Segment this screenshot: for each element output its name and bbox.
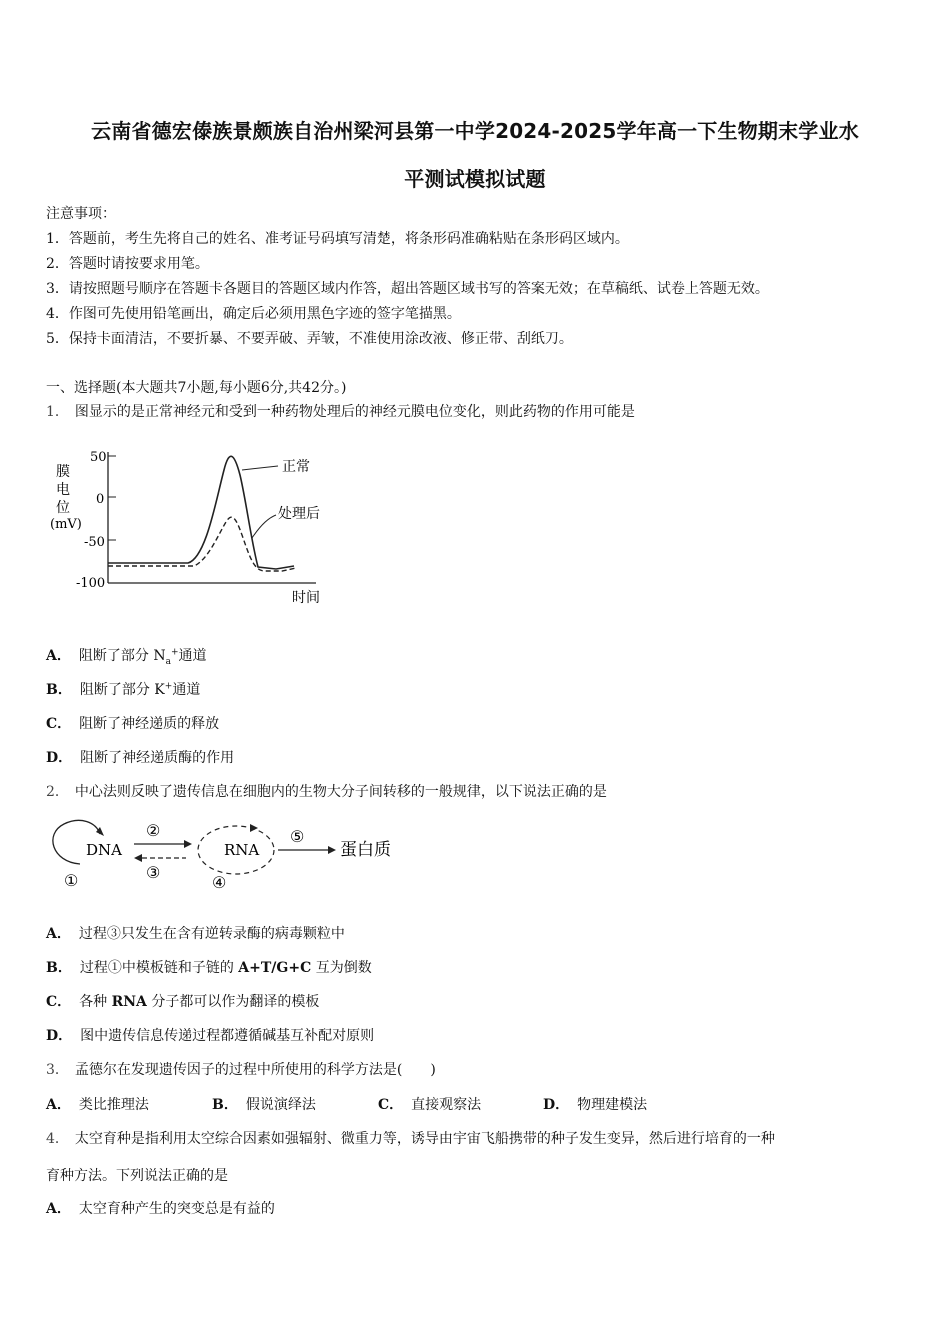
notice-heading: 注意事项：: [46, 206, 116, 222]
membrane-potential-graph: [46, 440, 346, 610]
notice-item-1: 1．答题前，考生先将自己的姓名、准考证号码填写清楚，将条形码准确粘贴在条形码区域内。: [46, 231, 629, 247]
question-number: 3．: [46, 1062, 69, 1078]
option-text-end: 通道: [172, 682, 201, 698]
option-subscript: a: [165, 656, 171, 667]
option-superscript: +: [170, 647, 179, 658]
graph-tick-minus-100: -100: [76, 576, 106, 591]
notice-item-3: 3．请按照题号顺序在答题卡各题目的答题区域内作答，超出答题区域书写的答案无效；在草稿纸、试卷上答题无效。: [46, 281, 769, 297]
option-label: B．: [212, 1097, 238, 1113]
question-1-option-c[interactable]: [46, 713, 219, 733]
option-label: D．: [46, 1028, 73, 1044]
option-text: 阻断了部分 N: [78, 648, 166, 664]
option-text: 直接观察法: [411, 1097, 482, 1113]
question-2-stem: [46, 781, 607, 801]
option-text: 太空育种产生的突变总是有益的: [78, 1201, 275, 1217]
question-4-option-a[interactable]: [46, 1198, 275, 1218]
graph-ylabel-1: 膜: [56, 464, 70, 480]
diagram-label-5: ⑤: [290, 827, 305, 846]
option-label: B．: [46, 960, 72, 976]
graph-tick-50: 50: [90, 450, 107, 465]
question-4-stem: [46, 1128, 775, 1148]
option-text: 阻断了部分 K: [79, 682, 165, 698]
question-3-option-d[interactable]: [543, 1094, 647, 1114]
option-label: D．: [543, 1097, 570, 1113]
question-3-option-b[interactable]: [212, 1094, 316, 1114]
option-text: 过程③只发生在含有逆转录酶的病毒颗粒中: [78, 926, 345, 942]
option-text-end: 通道: [178, 648, 207, 664]
diagram-label-4: ④: [212, 873, 227, 892]
diagram-protein: 蛋白质: [340, 840, 391, 860]
option-text: 图中遗传信息传递过程都遵循碱基互补配对原则: [80, 1028, 375, 1044]
option-text: 假说演绎法: [245, 1097, 316, 1113]
option-label: C．: [46, 716, 72, 732]
diagram-label-1: ①: [64, 871, 79, 890]
notice-item-5: 5．保持卡面清洁，不要折暴、不要弄破、弄皱，不准使用涂改液、修正带、刮纸刀。: [46, 331, 573, 347]
graph-ylabel-3: 位: [56, 500, 70, 516]
option-label: B．: [46, 682, 72, 698]
treated-label-leader: [252, 515, 276, 538]
question-2-option-d[interactable]: [46, 1025, 374, 1045]
option-label: C．: [378, 1097, 404, 1113]
question-1-option-b[interactable]: [46, 679, 200, 699]
option-text: 类比推理法: [78, 1097, 149, 1113]
option-text: 物理建模法: [577, 1097, 648, 1113]
question-3-stem: [46, 1059, 436, 1079]
question-3-option-a[interactable]: [46, 1094, 149, 1114]
option-label: C．: [46, 994, 72, 1010]
question-1-stem: [46, 401, 635, 421]
graph-xlabel: 时间: [292, 590, 320, 606]
normal-curve: [108, 456, 294, 569]
option-label: A．: [46, 648, 71, 664]
graph-tick-0: 0: [96, 492, 105, 507]
normal-label-leader: [242, 466, 278, 470]
question-text: 图显示的是正常神经元和受到一种药物处理后的神经元膜电位变化，则此药物的作用可能是: [74, 404, 635, 420]
legend-treated: 处理后: [278, 506, 320, 522]
graph-ylabel-4: (mV): [50, 517, 82, 532]
diagram-dna: DNA: [86, 841, 122, 859]
option-text: 过程①中模板链和子链的: [79, 960, 239, 976]
option-text: 阻断了神经递质酶的作用: [80, 750, 235, 766]
question-text: 中心法则反映了遗传信息在细胞内的生物大分子间转移的一般规律，以下说法正确的是: [74, 784, 607, 800]
question-4-stem-continued: 育种方法。下列说法正确的是: [46, 1168, 228, 1184]
diagram-rna: RNA: [224, 841, 260, 859]
option-text-end: 分子都可以作为翻译的模板: [146, 994, 320, 1010]
option-label: A．: [46, 1097, 71, 1113]
question-1-option-d[interactable]: [46, 747, 234, 767]
question-number: 4．: [46, 1131, 69, 1147]
option-formula: A+T/G+C: [238, 960, 312, 976]
graph-tick-minus-50: -50: [84, 535, 105, 550]
question-text: 孟德尔在发现遗传因子的过程中所使用的科学方法是( ): [74, 1062, 436, 1078]
legend-normal: 正常: [282, 459, 310, 475]
option-text-end: 互为倒数: [311, 960, 372, 976]
question-2-option-a[interactable]: [46, 923, 345, 943]
question-number: 2．: [46, 784, 69, 800]
option-text: 各种: [79, 994, 112, 1010]
central-dogma-diagram: [46, 814, 416, 894]
notice-item-2: 2．答题时请按要求用笔。: [46, 256, 209, 272]
reverse-transcription-arrowhead: [134, 854, 142, 862]
exam-title-line-1: 云南省德宏傣族景颇族自治州梁河县第一中学2024-2025学年高一下生物期末学业水: [91, 119, 859, 143]
option-formula: RNA: [111, 994, 147, 1010]
transcription-arrowhead: [184, 840, 192, 848]
diagram-label-3: ③: [146, 863, 161, 882]
question-number: 1．: [46, 404, 69, 420]
translation-arrowhead: [328, 846, 336, 854]
option-text: 阻断了神经递质的释放: [79, 716, 220, 732]
diagram-label-2: ②: [146, 821, 161, 840]
question-2-option-c[interactable]: [46, 991, 319, 1011]
option-superscript: +: [164, 681, 173, 692]
notice-item-4: 4．作图可先使用铅笔画出，确定后必须用黑色字迹的签字笔描黑。: [46, 306, 461, 322]
exam-title-line-2: 平测试模拟试题: [404, 167, 546, 191]
graph-ylabel-2: 电: [56, 482, 70, 498]
option-label: A．: [46, 1201, 71, 1217]
option-label: D．: [46, 750, 73, 766]
option-label: A．: [46, 926, 71, 942]
question-text: 太空育种是指利用太空综合因素如强辐射、微重力等，诱导由宇宙飞船携带的种子发生变异，然后进行培育的一种: [74, 1131, 775, 1147]
question-3-option-c[interactable]: [378, 1094, 481, 1114]
question-2-option-b[interactable]: [46, 957, 372, 977]
rna-replication-arrowhead: [250, 824, 258, 832]
section-heading: 一、选择题(本大题共7小题,每小题6分,共42分。): [46, 380, 347, 396]
question-1-option-a[interactable]: [46, 645, 207, 667]
